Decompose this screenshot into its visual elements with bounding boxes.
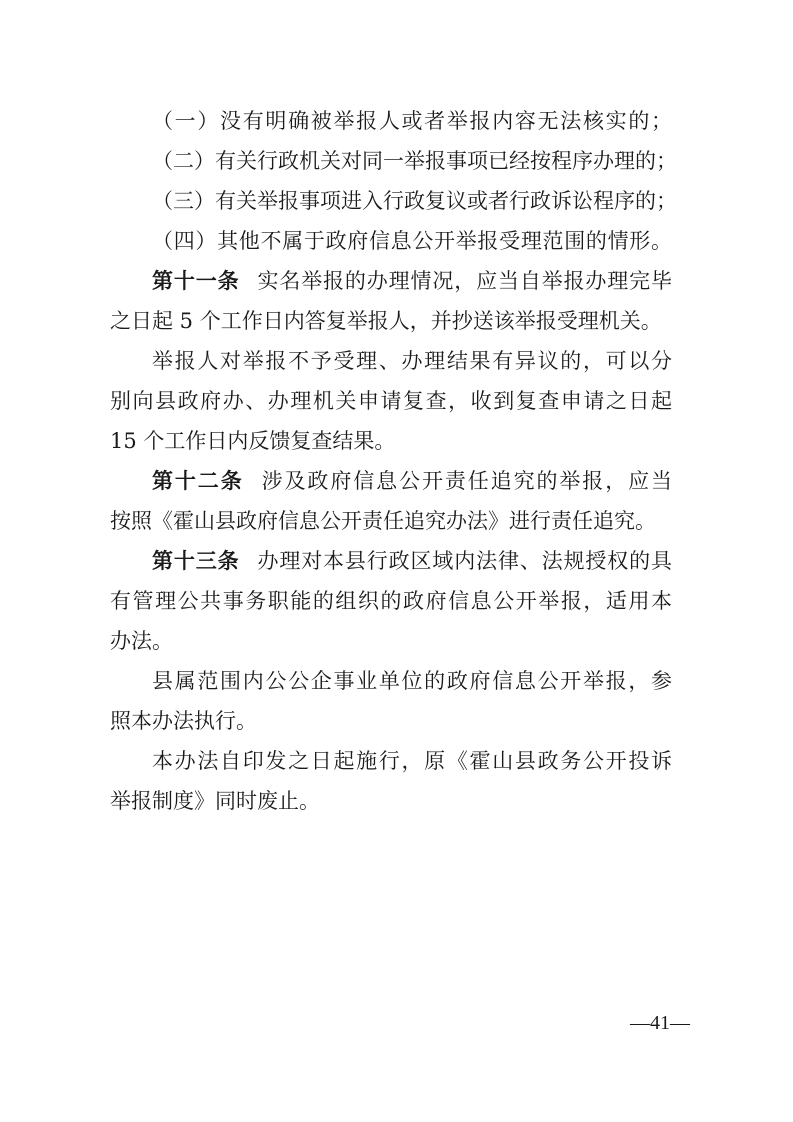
effective-paragraph-line-1: 本办法自印发之日起施行，原《霍山县政务公开投诉 <box>152 749 672 773</box>
article-13-line-1 <box>152 544 672 578</box>
article-11-line-2: 之日起 5 个工作日内答复举报人，并抄送该举报受理机关。 <box>110 309 662 333</box>
units-paragraph-line-1: 县属范围内公公企事业单位的政府信息公开举报，参 <box>152 669 672 693</box>
list-item: （一）没有明确被举报人或者举报内容无法核实的； <box>152 109 672 133</box>
article-12-line-1 <box>152 464 672 498</box>
units-paragraph-line-2: 照本办法执行。 <box>110 709 257 733</box>
article-13-label: 第十三条 <box>152 548 240 573</box>
article-11-line-1 <box>152 264 672 298</box>
effective-paragraph-line-2: 举报制度》同时废止。 <box>110 789 320 813</box>
page-number: —41— <box>630 1012 690 1034</box>
article-13-line-2: 有管理公共事务职能的组织的政府信息公开举报，适用本 <box>110 589 672 613</box>
list-item: （二）有关行政机关对同一举报事项已经按程序办理的； <box>152 149 677 173</box>
review-paragraph-line-1: 举报人对举报不予受理、办理结果有异议的，可以分 <box>152 349 672 373</box>
article-11-text: 实名举报的办理情况，应当自举报办理完毕 <box>257 269 673 293</box>
article-11-label: 第十一条 <box>152 268 240 293</box>
list-item: （四）其他不属于政府信息公开举报受理范围的情形。 <box>152 229 672 253</box>
article-12-label: 第十二条 <box>152 468 244 493</box>
article-12-line-2: 按照《霍山县政府信息公开责任追究办法》进行责任追究。 <box>110 509 656 533</box>
article-13-text: 办理对本县行政区域内法律、法规授权的具 <box>257 549 673 573</box>
article-12-text: 涉及政府信息公开责任追究的举报，应当 <box>261 469 673 493</box>
review-paragraph-line-3: 15 个工作日内反馈复查结果。 <box>110 429 396 453</box>
review-paragraph-line-2: 别向县政府办、办理机关申请复查，收到复查申请之日起 <box>110 389 672 413</box>
article-13-line-3: 办法。 <box>110 629 173 653</box>
list-item: （三）有关举报事项进入行政复议或者行政诉讼程序的； <box>152 189 677 213</box>
